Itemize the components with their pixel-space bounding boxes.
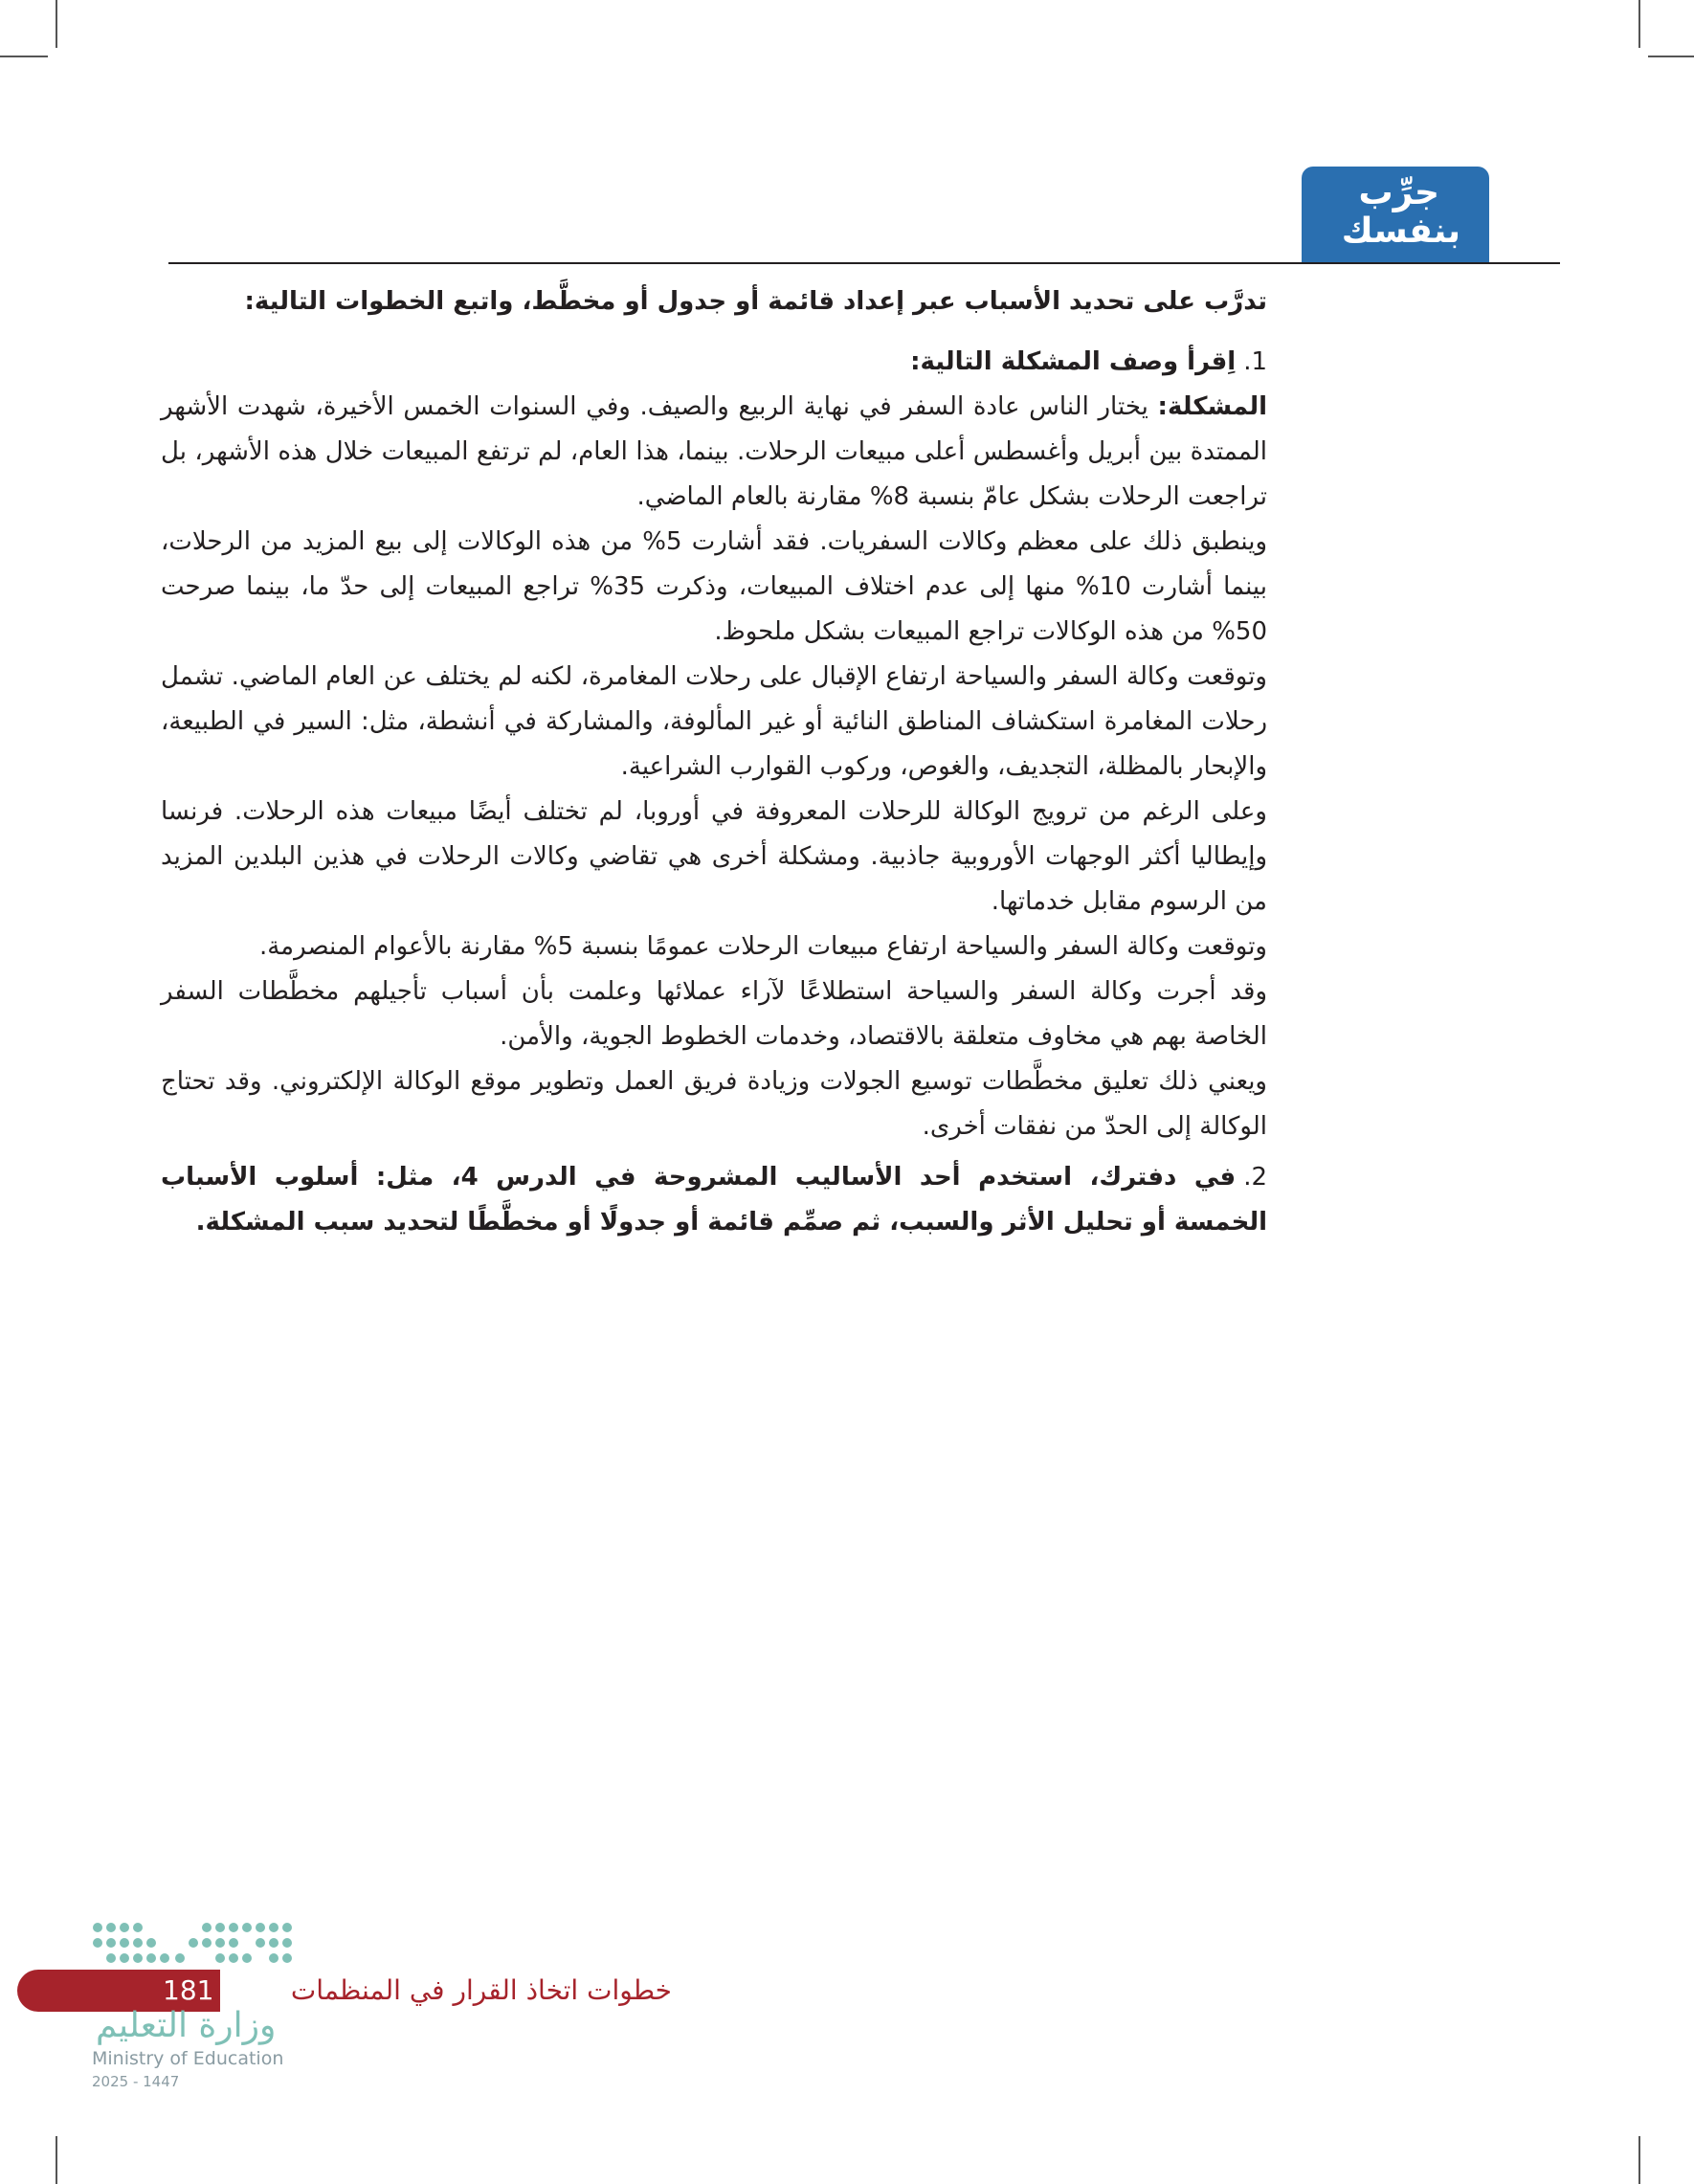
- ministry-name-arabic: وزارة التعليم: [96, 2006, 277, 2045]
- ministry-name-english: Ministry of Education: [92, 2048, 284, 2069]
- problem-paragraph-5: وتوقعت وكالة السفر والسياحة ارتفاع مبيعات الرحلات عمومًا بنسبة 5% مقارنة بالأعوام المنصرمة.: [258, 932, 1267, 961]
- problem-paragraph-2: وينطبق ذلك على معظم وكالات السفريات. فقد أشارت 5% من هذه الوكالات إلى بيع المزيد من الرحلات، بينما أشارت 10% منها إلى عدم اختلاف المبيعات، وذكرت 35% تراجع المبيعات إلى حدّ ما، بينما صرحت 50% من هذه الوكالات تراجع المبيعات بشكل ملحوظ.: [161, 527, 1267, 646]
- edition-year: 2025 - 1447: [92, 2073, 180, 2090]
- exercise-content: [161, 279, 1267, 1245]
- problem-paragraph-3: وتوقعت وكالة السفر والسياحة ارتفاع الإقبال على رحلات المغامرة، لكنه لم يختلف عن العام الماضي. تشمل رحلات المغامرة استكشاف المناطق النائية أو غير المألوفة، والمشاركة في أنشطة، مثل: السير في الطبيعة، والإبحار بالمظلة، التجديف، والغوص، وركوب القوارب الشراعية.: [161, 662, 1267, 781]
- crop-mark: [1648, 56, 1694, 57]
- chapter-title: خطوات اتخاذ القرار في المنظمات: [290, 1974, 672, 2006]
- step-1: [161, 340, 1267, 385]
- step-1-text: اِقرأ وصف المشكلة التالية:: [910, 347, 1237, 376]
- badge-line-1: جرِّب: [1358, 173, 1439, 212]
- problem-paragraph-7: ويعني ذلك تعليق مخطَّطات توسيع الجولات وزيادة فريق العمل وتطوير موقع الوكالة الإلكتروني. وقد تحتاج الوكالة إلى الحدّ من نفقات أخرى.: [161, 1067, 1267, 1141]
- problem-text-1: يختار الناس عادة السفر في نهاية الربيع والصيف. وفي السنوات الخمس الأخيرة، شهدت الأشهر الممتدة بين أبريل وأغسطس أعلى مبيعات الرحلات. بينما، هذا العام، لم ترتفع المبيعات خلال هذه الأشهر، بل تراجعت الرحلات بشكل عامّ بنسبة 8% مقارنة بالعام الماضي.: [161, 392, 1267, 511]
- ministry-logo-dots: [92, 1920, 302, 1973]
- step-2: [161, 1155, 1267, 1245]
- exercise-intro: تدرَّب على تحديد الأسباب عبر إعداد قائمة أو جدول أو مخطَّط، واتبع الخطوات التالية:: [244, 287, 1267, 316]
- try-yourself-badge: [1302, 167, 1489, 264]
- crop-mark: [0, 56, 48, 57]
- step-2-number: 2.: [1243, 1163, 1268, 1192]
- problem-paragraph-4: وعلى الرغم من ترويج الوكالة للرحلات المعروفة في أوروبا، لم تختلف أيضًا مبيعات هذه الرحلات. فرنسا وإيطاليا أكثر الوجهات الأوروبية جاذبية. ومشكلة أخرى هي تقاضي وكالات الرحلات في هذين البلدين المزيد من الرسوم مقابل خدماتها.: [161, 797, 1267, 916]
- section-divider: [168, 262, 1560, 264]
- crop-mark: [56, 0, 57, 48]
- page-number: 181: [163, 1974, 214, 2006]
- step-1-number: 1.: [1243, 347, 1267, 376]
- problem-paragraph-6: وقد أجرت وكالة السفر والسياحة استطلاعًا لآراء عملائها وعلمت بأن أسباب تأجيلهم مخطَّطات السفر الخاصة بهم هي مخاوف متعلقة بالاقتصاد، وخدمات الخطوط الجوية، والأمن.: [161, 977, 1267, 1051]
- crop-mark: [1638, 2136, 1640, 2184]
- crop-mark: [56, 2136, 57, 2184]
- step-2-text: في دفترك، استخدم أحد الأساليب المشروحة في الدرس 4، مثل: أسلوب الأسباب الخمسة أو تحليل الأثر والسبب، ثم صمِّم قائمة أو جدولًا أو مخطَّطًا لتحديد سبب المشكلة.: [161, 1163, 1267, 1237]
- problem-label: المشكلة:: [1157, 392, 1268, 421]
- problem-paragraph-1: [161, 385, 1267, 520]
- badge-line-2: بنفسك: [1341, 212, 1460, 251]
- crop-mark: [1638, 0, 1640, 48]
